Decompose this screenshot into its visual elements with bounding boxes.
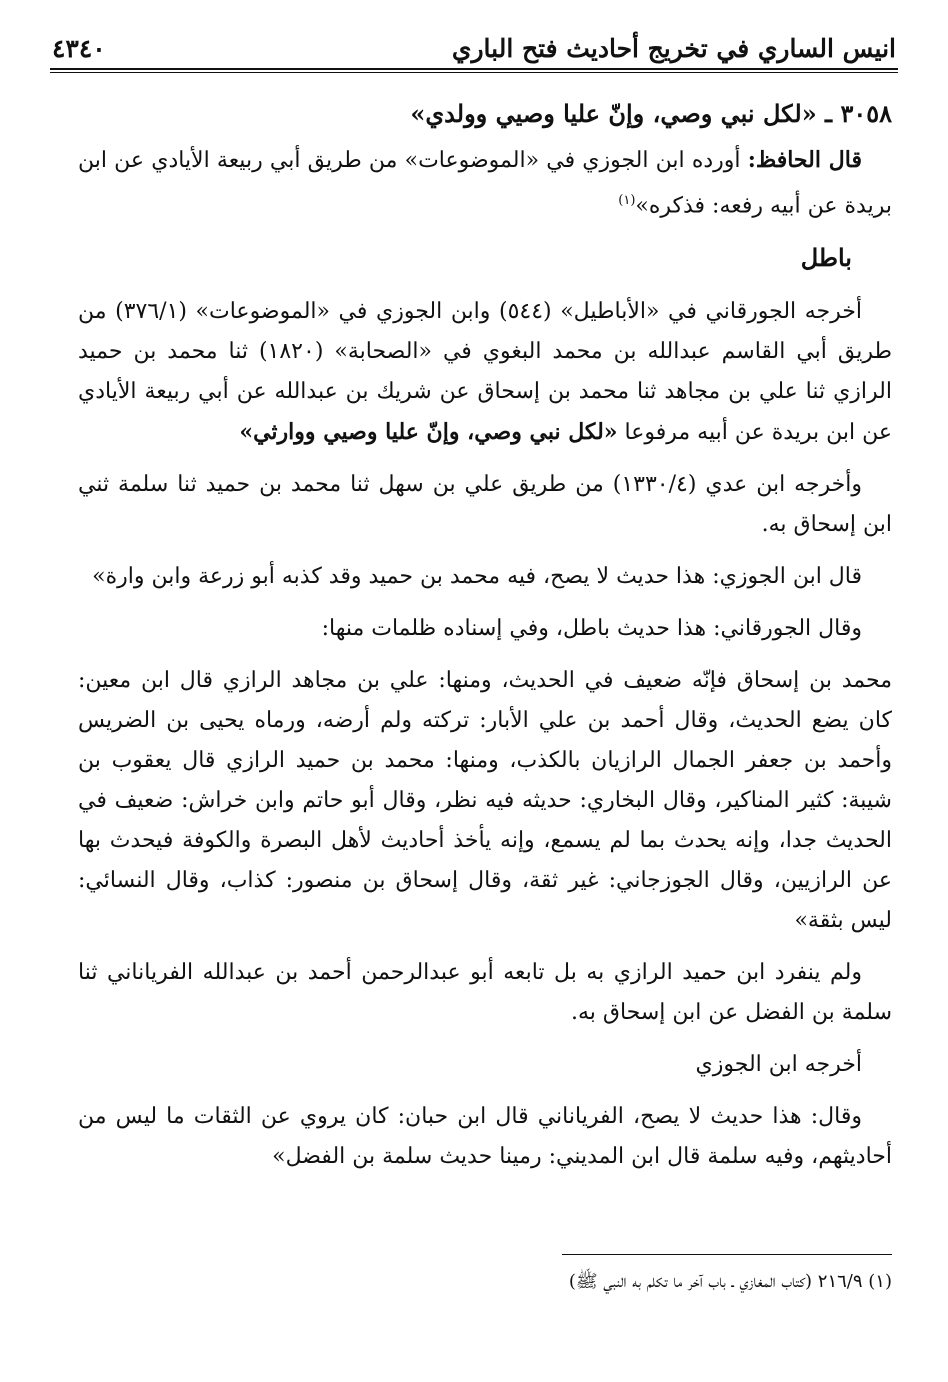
mutaba-paragraph: ولم ينفرد ابن حميد الرازي به بل تابعه أبو عبدالرحمن أحمد بن عبدالله الفرياناني ثنا سلمة بن الفضل عن ابن إسحاق به. <box>78 960 892 1026</box>
footnote-text: ٢١٦/٩ (كتاب المغازي ـ باب آخر ما تكلم به النبي ﷺ) <box>568 1271 863 1292</box>
footnote-reference[interactable]: (١) <box>618 193 636 208</box>
page-body <box>78 94 892 1189</box>
footnote <box>78 1268 892 1296</box>
hadith-heading <box>78 94 892 134</box>
ibn-jawzi-verdict: قال ابن الجوزي: هذا حديث لا يصح، فيه محمد بن حميد وقد كذبه أبو زرعة وابن وارة» <box>92 564 862 590</box>
footnote-rule <box>562 1254 892 1255</box>
hadith-number: ٣٠٥٨ ـ <box>825 99 892 128</box>
hadith-text: «لكل نبي وصي، وإنّ عليا وصيي وولدي» <box>410 99 817 128</box>
hafiz-paragraph <box>78 140 892 226</box>
jawraqani-intro: وقال الجورقاني: هذا حديث باطل، وفي إسناده ظلمات منها: <box>321 616 862 642</box>
page-header <box>52 28 896 68</box>
header-rule <box>50 68 898 73</box>
footnote-mark: (١) <box>868 1271 892 1292</box>
hafiz-text: أورده ابن الجوزي في «الموضوعات» من طريق أبي ربيعة الأيادي عن ابن بريدة عن أبيه رفعه: فذكره» <box>78 148 892 219</box>
verdict: باطل <box>800 243 852 273</box>
ibn-jawzi-source: أخرجه ابن الجوزي <box>695 1052 862 1078</box>
takhrij-matn-bold: «لكل نبي وصي، وإنّ عليا وصيي ووارثي» <box>239 419 618 446</box>
narrators-criticism: محمد بن إسحاق فإنّه ضعيف في الحديث، ومنها: علي بن مجاهد الرازي قال ابن معين: كان يضع الحديث، وقال أحمد بن علي الأبار: تركته ولم أرضه، ورماه يحيى بن الضريس وأحمد بن جعفر الجمال الرازيان بالكذب، ومنها: محمد بن حميد الرازي قال يعقوب بن شيبة: كثير المناكير، وقال البخاري: حديثه فيه نظر، وقال أبو حاتم وابن خراش: ضعيف في الحديث جدا، وإنه يحدث بما لم يسمع، وإنه يأخذ أحاديث لأهل البصرة والكوفة فيحدث بها عن الرازيين، وقال الجوزجاني: غير ثقة، وقال إسحاق بن منصور: كذاب، وقال النسائي: ليس بثقة» <box>78 668 892 934</box>
takhrij-text-1: أخرجه الجورقاني في «الأباطيل» (٥٤٤) وابن الجوزي في «الموضوعات» (٣٧٦/١) من طريق أبي القاسم عبدالله بن محمد البغوي في «الصحابة» (١٨٢٠) ثنا محمد بن حميد الرازي ثنا علي بن مجاهد ثنا محمد بن إسحاق عن شريك بن عبدالله عن أبي ربيعة الأيادي عن ابن بريدة عن أبيه مرفوعا <box>78 299 892 446</box>
hafiz-label: قال الحافظ: <box>747 147 862 173</box>
takhrij-paragraph-2: وأخرجه ابن عدي (١٣٣٠/٤) من طريق علي بن سهل ثنا محمد بن حميد ثنا سلمة ثني ابن إسحاق به. <box>78 472 892 538</box>
takhrij-paragraph-1 <box>78 292 892 453</box>
running-title: انيس الساري في تخريج أحاديث فتح الباري <box>451 33 896 63</box>
page-number: ٤٣٤٠ <box>52 33 106 63</box>
final-verdict-paragraph: وقال: هذا حديث لا يصح، الفرياناني قال ابن حبان: كان يروي عن الثقات ما ليس من أحاديثهم، وفيه سلمة قال ابن المديني: رمينا حديث سلمة بن الفضل» <box>78 1104 892 1170</box>
